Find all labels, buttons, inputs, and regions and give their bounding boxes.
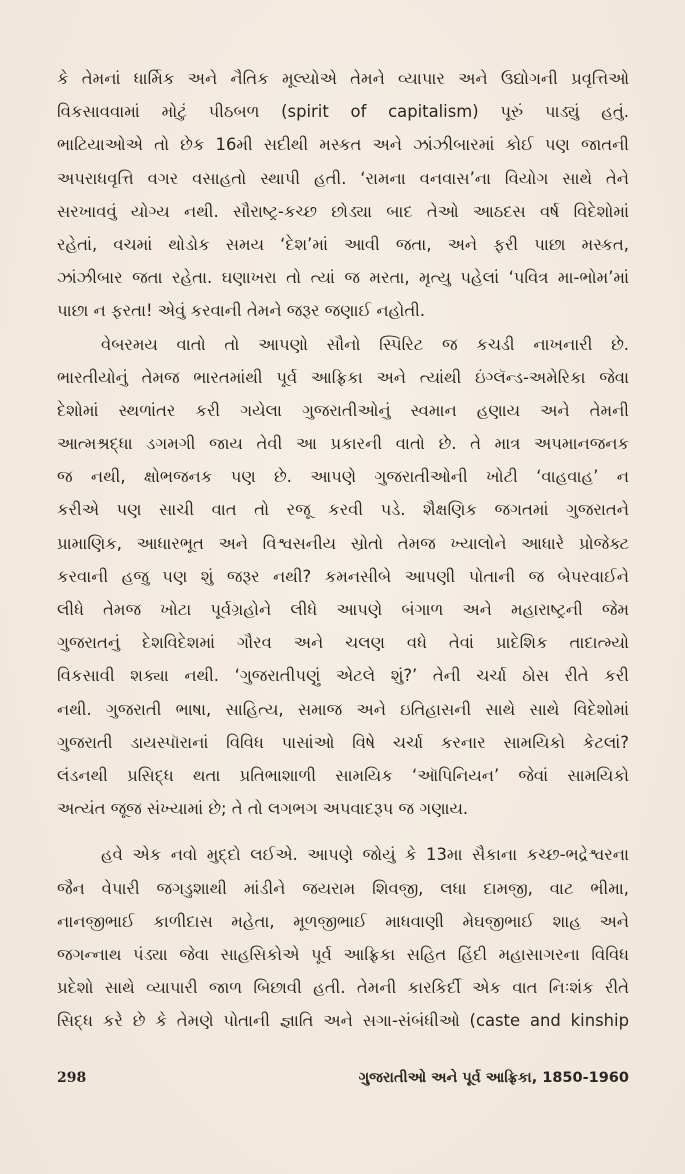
text-line: નથી. ગુજરાતી ભાષા, સાહિત્ય, સમાજ અને ઇતિહાસની સાથે સાથે વિદેશોમાં [57,699,629,719]
paragraph-spacer [57,825,629,838]
text-line: દેશોમાં સ્થળાંતર કરી ગયેલા ગુજરાતીઓનું સ્વમાન હણાય અને તેમની [57,400,629,420]
text-line: સરખાવવું યોગ્ય નથી. સૌરાષ્ટ્ર-કચ્છ છોડ્યા બાદ તેઓ આઠદસ વર્ષ વિદેશોમાં [57,201,629,221]
text-line: સિદ્ધ કરે છે કે તેમણે પોતાની જ્ઞાતિ અને સગા-સંબંધીઓ (caste and kinship [57,1011,629,1031]
text-line: ગુજરાતી ડાયસ્પૉરાનાં વિવિધ પાસાંઓ વિષે ચર્ચા કરનાર સામયિકો કેટલાં? [57,732,629,752]
text-line: જગન્નાથ પંડ્યા જેવા સાહસિકોએ પૂર્વ આફ્રિકા સહિત હિંદી મહાસાગરના વિવિધ [57,944,629,964]
paragraph-3 [57,838,629,1037]
text-line: કરવાની હજુ પણ શું જરૂર નથી? કમનસીબે આપણી પોતાની જ બેપરવાઈને [57,566,629,586]
text-line: આત્મશ્રદ્ધા ડગમગી જાય તેવી આ પ્રકારની વાતો છે. તે માત્ર અપમાનજનક [57,434,629,454]
text-line: ભાટિયાઓએ તો છેક 16મી સદીથી મસ્કત અને ઝાંઝીબારમાં કોઈ પણ જાતની [57,135,629,155]
text-line: વેબરમય વાતો તો આપણો સૌનો સ્પિરિટ જ કચડી નાખનારી છે. [101,334,629,354]
text-line: જ નથી, ક્ષોભજનક પણ છે. આપણે ગુજરાતીઓની ખોટી ‘વાહવાહ’ ન [57,467,629,487]
text-line: પ્રામાણિક, આધારભૂત અને વિશ્વસનીય સ્રોતો તેમજ ખ્યાલોને આધારે પ્રોજેક્ટ [57,533,629,553]
text-line: ગુજરાતનું દેશવિદેશમાં ગૌરવ અને ચલણ વધે તેવાં પ્રાદેશિક તાદાત્મ્યો [57,633,629,653]
text-line: હવે એક નવો મુદ્દો લઈએ. આપણે જોયું કે 13મા સૈકાના કચ્છ-ભદ્રેશ્વરના [101,845,629,865]
text-line: લંડનથી પ્રસિદ્ધ થતા પ્રતિભાશાળી સામયિક ‘ઑપિનિયન’ જેવાં સામયિકો [57,765,629,785]
paragraph-1 [57,62,629,328]
text-line: કરીએ પણ સાચી વાત તો રજૂ કરવી પડે. શૈક્ષણિક જગતમાં ગુજરાતને [57,500,629,520]
text-line: ઝાંઝીબાર જતા રહેતા. ઘણાખરા તો ત્યાં જ મરતા, મૃત્યુ પહેલાં ‘પવિત્ર મા-ભોમ’માં [57,268,629,288]
text-line: અત્યંત જૂજ સંખ્યામાં છે; તે તો લગભગ અપવાદરૂપ જ ગણાય. [57,799,469,819]
text-line: વિકસાવવામાં મોટું પીઠબળ (spirit of capitalism) પૂરું પાડ્યું હતું. [57,102,629,122]
text-line: વિકસાવી શક્યા નથી. ‘ગુજરાતીપણું એટલે શું?’ તેની ચર્ચા ઠોસ રીતે કરી [57,666,629,686]
page-number: 298 [57,1070,87,1086]
text-line: કે તેમનાં ધાર્મિક અને નૈતિક મૂલ્યોએ તેમને વ્યાપાર અને ઉદ્યોગની પ્રવૃત્તિઓ [57,69,629,88]
paragraph-2 [57,328,629,826]
text-line: લીધે તેમજ ખોટા પૂર્વગ્રહોને લીધે આપણે બંગાળ અને મહારાષ્ટ્રની જેમ [57,600,629,619]
running-title: ગુજરાતીઓ અને પૂર્વ આફ્રિકા, 1850-1960 [358,1070,629,1086]
text-line: રહેતાં, વચમાં થોડોક સમય ‘દેશ’માં આવી જતા, અને ફરી પાછા મસ્કત, [57,234,629,254]
body-text [57,62,629,1037]
text-line: જૈન વેપારી જગડુશાથી માંડીને જયરામ શિવજી, લધા દામજી, વાટ ભીમા, [57,878,629,898]
text-line: ભારતીયોનું તેમજ ભારતમાંથી પૂર્વ આફ્રિકા અને ત્યાંથી ઇંગ્લૅન્ડ-અમેરિકા જેવા [57,367,629,387]
text-line: પ્રદેશો સાથે વ્યાપારી જાળ બિછાવી હતી. તેમની કારકિર્દી એક વાત નિઃશંક રીતે [57,978,629,998]
page-footer [57,1064,629,1092]
text-line: પાછા ન ફરતા! એવું કરવાની તેમને જરૂર જણાઈ નહોતી. [57,301,426,321]
text-line: અપરાધવૃત્તિ વગર વસાહતો સ્થાપી હતી. ‘રામના વનવાસ’ના વિયોગ સાથે તેને [57,168,629,188]
text-line: નાનજીભાઈ કાળીદાસ મહેતા, મૂળજીભાઈ માધવાણી મેઘજીભાઈ શાહ અને [57,911,629,931]
